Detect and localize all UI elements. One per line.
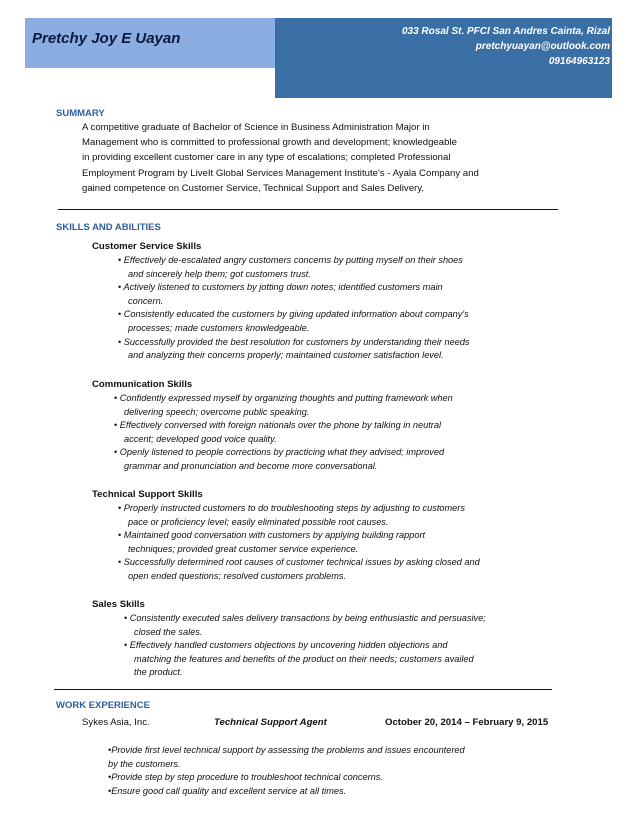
- contact-email: pretchyuayan@outlook.com: [475, 41, 610, 52]
- section-divider: [54, 689, 552, 690]
- list-item: [118, 502, 538, 529]
- bullet-text: Effectively conversed with foreign nationals over the phone by talking in neutral: [119, 420, 442, 431]
- work-heading: WORK EXPERIENCE: [56, 700, 150, 711]
- skill-bullet-list: [124, 612, 544, 680]
- summary-line: Employment Program by LiveIt Global Services Management Institute's - Ayala Company and: [82, 167, 479, 179]
- bullet-icon: •: [124, 640, 128, 651]
- skill-group-title: Communication Skills: [92, 379, 193, 390]
- bullet-text: grammar and pronunciation and become more conversational.: [124, 460, 378, 471]
- bullet-icon: •: [118, 336, 122, 347]
- list-item: [124, 639, 544, 680]
- bullet-icon: •: [118, 255, 122, 265]
- bullet-icon: •: [114, 447, 118, 458]
- list-item: [114, 392, 534, 419]
- bullet-text: Confidently expressed myself by organizing thoughts and putting framework when: [119, 393, 453, 403]
- bullet-text: techniques; provided great customer service experience.: [128, 543, 359, 554]
- bullet-text: open ended questions; resolved customers problems.: [128, 570, 347, 581]
- bullet-text: Maintained good conversation with customers by applying building rapport: [123, 530, 426, 541]
- bullet-text: concern.: [128, 295, 164, 306]
- summary-line: in providing excellent customer care in any type of escalations; completed Professional: [82, 152, 451, 164]
- skill-group-title: Customer Service Skills: [92, 241, 202, 252]
- job-role: Technical Support Agent: [214, 717, 327, 728]
- bullet-text: processes; made customers knowledgeable.: [128, 322, 310, 333]
- duty-text: •Ensure good call quality and excellent service at all times.: [108, 785, 347, 796]
- bullet-icon: •: [118, 503, 122, 513]
- list-item: [108, 771, 548, 785]
- skill-bullet-list: [118, 254, 538, 363]
- list-item: [118, 556, 538, 583]
- bullet-text: Actively listened to customers by jotting down notes; identified customers main: [123, 282, 443, 293]
- contact-phone: 09164963123: [548, 56, 610, 67]
- bullet-text: and analyzing their concerns properly; maintained customer satisfaction level.: [128, 350, 444, 361]
- bullet-text: the product.: [134, 667, 183, 678]
- bullet-icon: •: [118, 557, 122, 568]
- job-company: Sykes Asia, Inc.: [82, 717, 150, 728]
- list-item: [118, 529, 538, 556]
- bullet-text: closed the sales.: [134, 626, 203, 637]
- duty-text: •Provide step by step procedure to troubleshoot technical concerns.: [108, 772, 383, 783]
- bullet-text: Properly instructed customers to do troubleshooting steps by adjusting to customers: [123, 503, 465, 513]
- list-item: [124, 612, 544, 639]
- bullet-text: Effectively de-escalated angry customers concerns by putting myself on their shoes: [123, 255, 463, 265]
- duty-text: •Provide first level technical support by assessing the problems and issues encountered: [108, 745, 465, 755]
- bullet-icon: •: [118, 530, 122, 541]
- job-duty-list: [108, 744, 548, 798]
- bullet-text: Consistently educated the customers by giving updated information about company's: [123, 309, 469, 320]
- summary-heading: SUMMARY: [56, 108, 105, 119]
- bullet-icon: •: [114, 393, 118, 403]
- summary-line: gained competence on Customer Service, Technical Support and Sales Delivery.: [82, 182, 425, 194]
- list-item: [118, 308, 538, 335]
- skill-bullet-list: [118, 502, 538, 584]
- list-item: [118, 254, 538, 281]
- bullet-text: Effectively handled customers objections by uncovering hidden objections and: [129, 640, 448, 651]
- skill-group-title: Sales Skills: [92, 599, 145, 610]
- bullet-text: accent; developed good voice quality.: [124, 433, 277, 444]
- list-item: [114, 419, 534, 446]
- list-item: [114, 446, 534, 473]
- skill-group-title: Technical Support Skills: [92, 489, 203, 500]
- duty-text: by the customers.: [108, 758, 181, 769]
- summary-text: [82, 120, 502, 196]
- resume-name: Pretchy Joy E Uayan: [32, 30, 181, 47]
- skills-heading: SKILLS AND ABILITIES: [56, 222, 161, 233]
- bullet-icon: •: [114, 420, 118, 431]
- bullet-text: Openly listened to people corrections by practicing what they advised; improved: [119, 447, 445, 458]
- list-item: [108, 785, 548, 799]
- bullet-text: Successfully determined root causes of customer technical issues by asking closed and: [123, 557, 480, 568]
- bullet-text: Successfully provided the best resolution for customers by understanding their needs: [123, 336, 470, 347]
- contact-address: 033 Rosal St. PFCI San Andres Cainta, Rizal: [401, 26, 610, 37]
- bullet-icon: •: [124, 613, 128, 623]
- summary-line: A competitive graduate of Bachelor of Science in Business Administration Major in: [82, 122, 430, 133]
- bullet-text: Consistently executed sales delivery transactions by being enthusiastic and persuasive;: [129, 613, 486, 623]
- bullet-icon: •: [118, 309, 122, 320]
- bullet-text: matching the features and benefits of the product on their needs; customers availed: [134, 653, 474, 664]
- job-dates: October 20, 2014 – February 9, 2015: [385, 717, 549, 728]
- bullet-text: delivering speech; overcome public speaking.: [124, 406, 310, 417]
- list-item: [118, 281, 538, 308]
- bullet-text: pace or proficiency level; easily eliminated possible root causes.: [128, 516, 389, 527]
- bullet-icon: •: [118, 282, 122, 293]
- skill-bullet-list: [114, 392, 534, 474]
- contact-block: [310, 24, 610, 69]
- bullet-text: and sincerely help them; got customers trust.: [128, 268, 311, 279]
- list-item: [118, 336, 538, 363]
- summary-line: Management who is committed to professional growth and development; knowledgeable: [82, 137, 457, 149]
- list-item: [108, 744, 548, 771]
- section-divider: [58, 209, 558, 210]
